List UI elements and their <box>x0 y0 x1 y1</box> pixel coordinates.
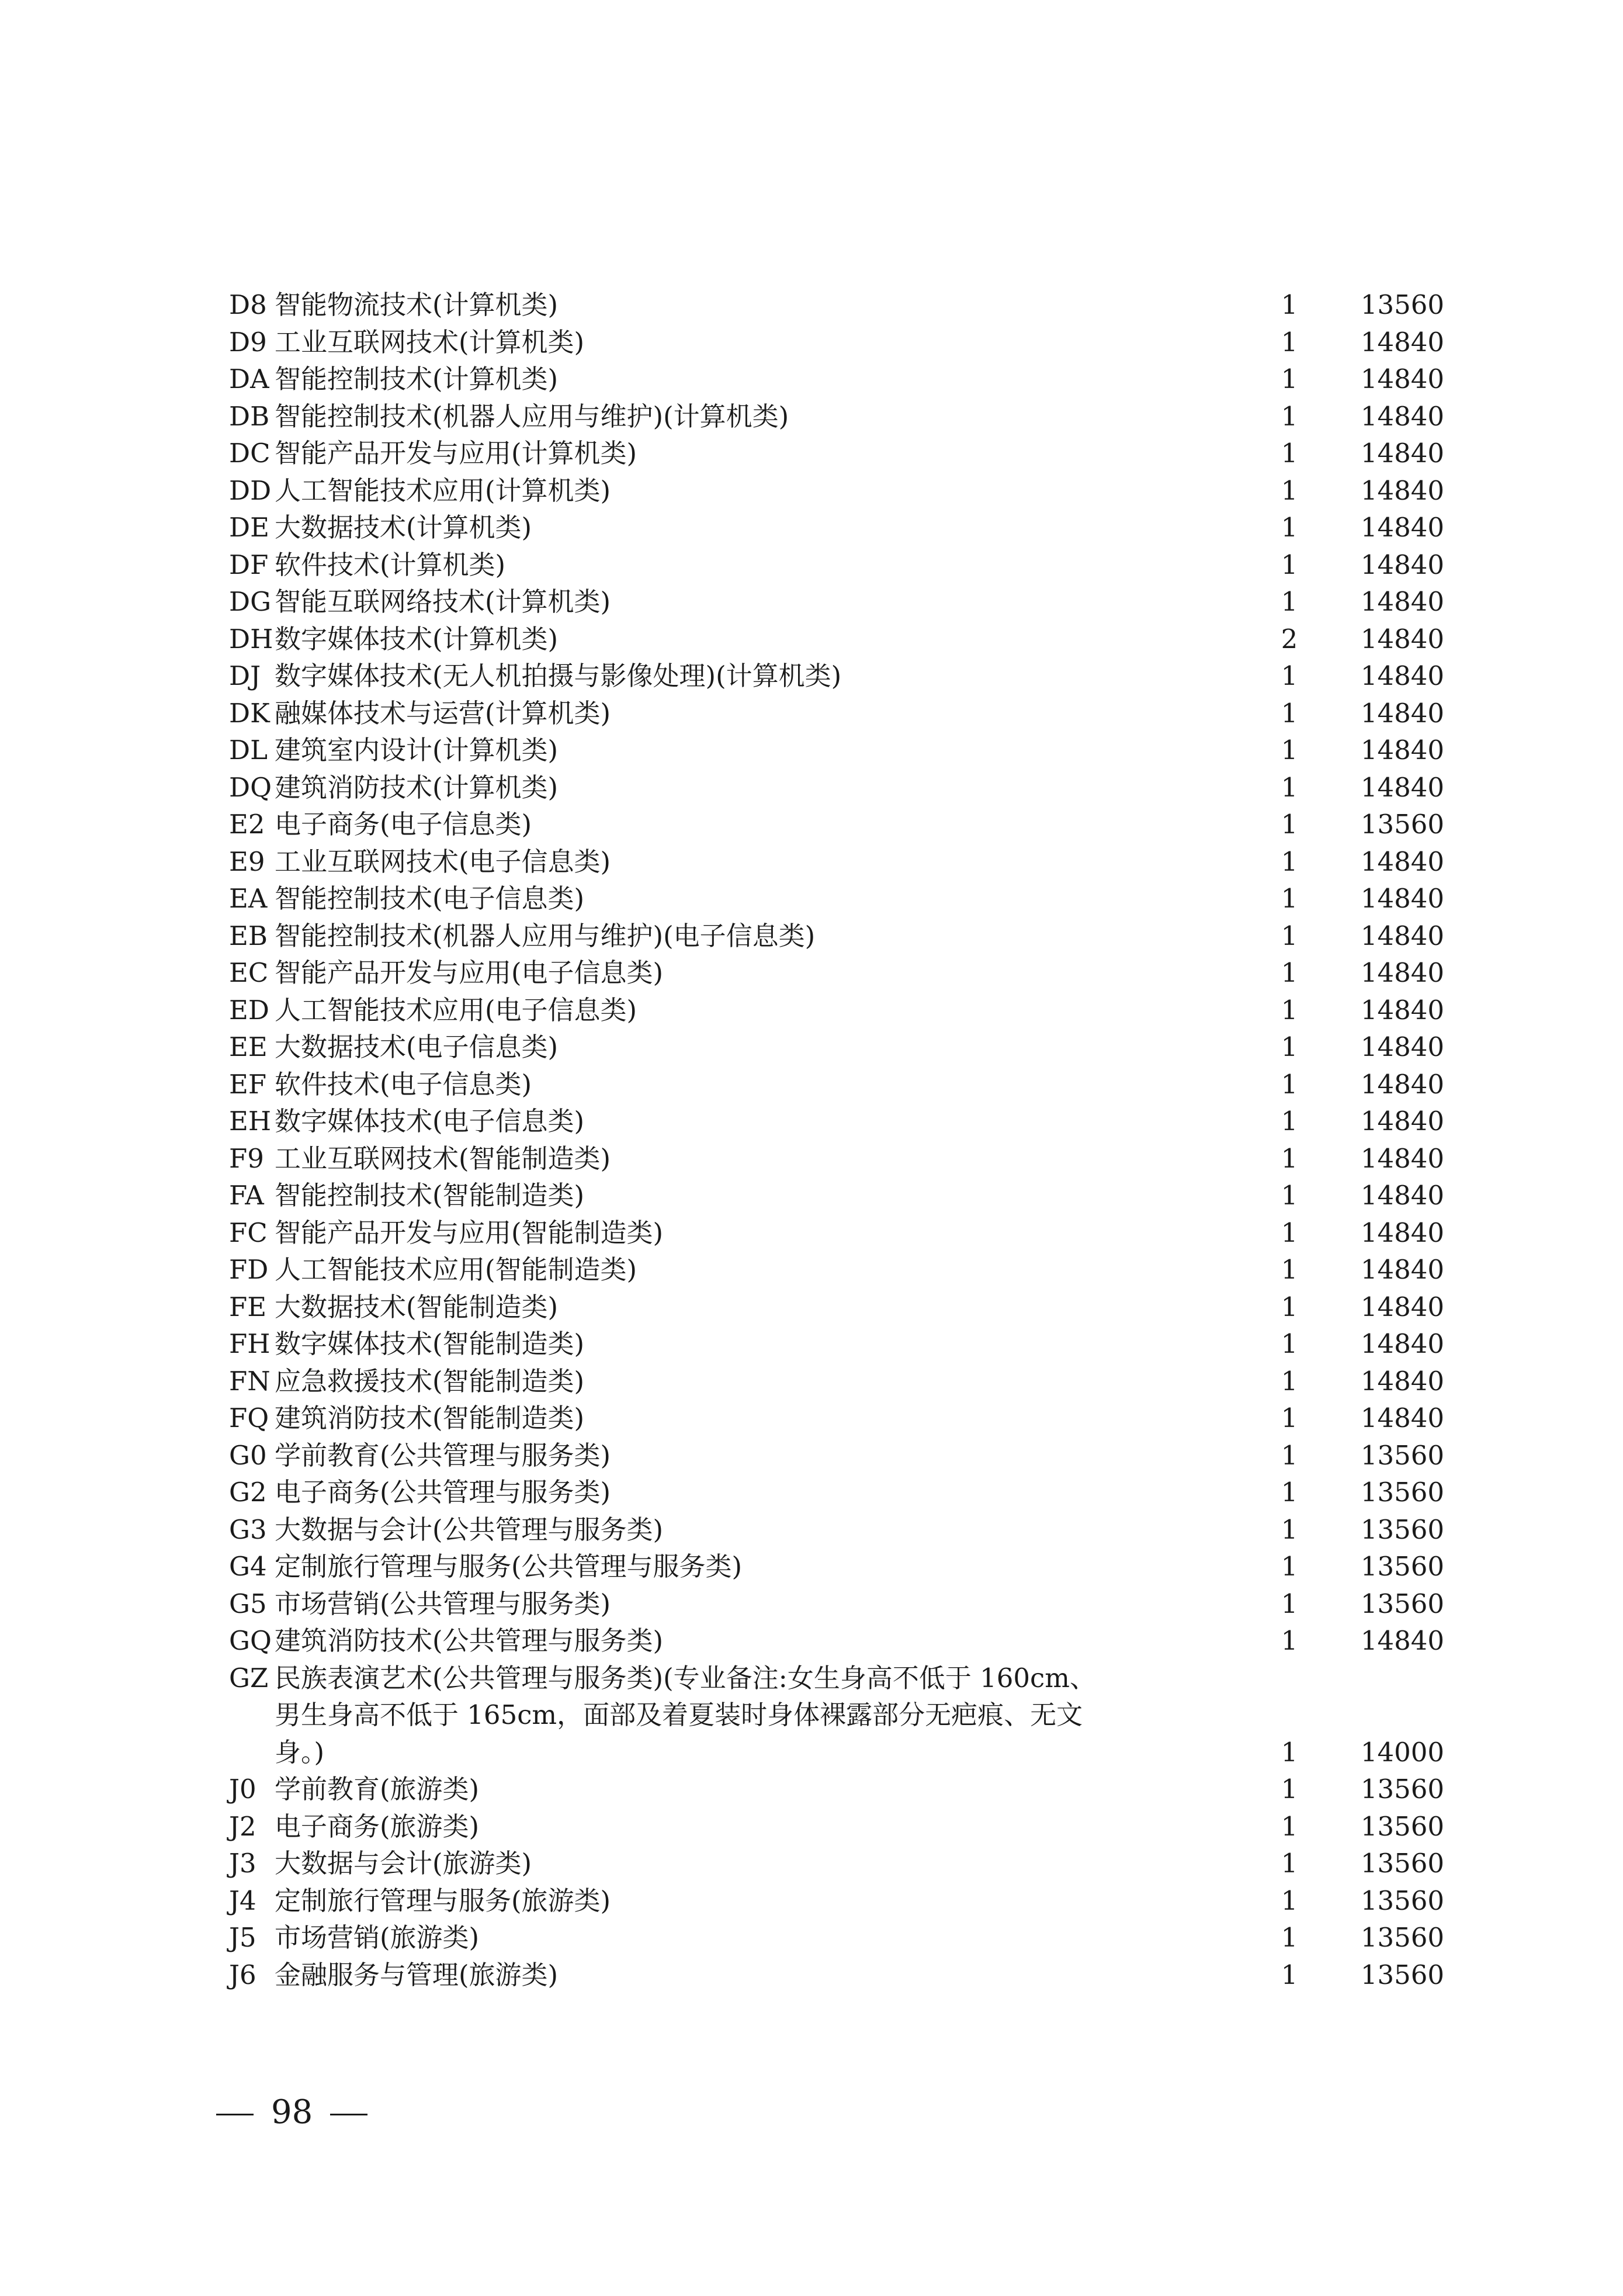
program-name: 智能控制技术(电子信息类) <box>275 883 585 914</box>
program-code: DA <box>229 363 269 394</box>
plan-count: 1 <box>1281 1068 1298 1100</box>
tuition-fee: 13560 <box>1360 1588 1444 1619</box>
list-item <box>229 472 1444 510</box>
list-item <box>229 1808 1444 1845</box>
program-code: DJ <box>229 660 261 691</box>
plan-count: 1 <box>1281 289 1298 320</box>
program-code: J4 <box>229 1885 256 1916</box>
tuition-fee: 13560 <box>1360 289 1444 320</box>
program-code: FN <box>229 1365 270 1397</box>
program-name: 金融服务与管理(旅游类) <box>275 1959 559 1990</box>
program-name: 人工智能技术应用(电子信息类) <box>275 994 637 1026</box>
program-name-with-note <box>275 1660 1204 1771</box>
list-item <box>229 1585 1444 1623</box>
list-item <box>229 992 1444 1029</box>
program-name: 人工智能技术应用(智能制造类) <box>275 1254 637 1285</box>
list-item <box>229 769 1444 806</box>
list-item <box>229 1511 1444 1549</box>
list-item <box>229 917 1444 955</box>
program-name: 工业互联网技术(电子信息类) <box>275 846 611 877</box>
plan-count: 1 <box>1281 438 1298 469</box>
tuition-fee: 14840 <box>1360 1625 1444 1656</box>
list-item <box>229 1622 1444 1660</box>
tuition-fee: 14840 <box>1360 883 1444 914</box>
plan-count: 1 <box>1281 1922 1298 1953</box>
tuition-fee: 14840 <box>1360 363 1444 394</box>
plan-count: 1 <box>1281 1959 1298 1990</box>
list-item <box>229 1400 1444 1437</box>
program-code: EC <box>229 957 269 988</box>
program-name: 智能控制技术(智能制造类) <box>275 1180 585 1211</box>
program-name: 建筑室内设计(计算机类) <box>275 735 559 766</box>
tuition-fee: 14840 <box>1360 920 1444 951</box>
plan-count: 1 <box>1281 735 1298 766</box>
tuition-fee: 14840 <box>1360 400 1444 432</box>
program-code: FA <box>229 1180 264 1211</box>
program-code: ED <box>229 994 269 1026</box>
plan-count: 1 <box>1281 1217 1298 1248</box>
list-item <box>229 1140 1444 1178</box>
plan-count: 1 <box>1281 326 1298 358</box>
list-item <box>229 1882 1444 1920</box>
program-code: DH <box>229 623 273 654</box>
tuition-fee: 14840 <box>1360 1365 1444 1397</box>
program-name: 人工智能技术应用(计算机类) <box>275 475 611 506</box>
tuition-fee: 14840 <box>1360 1291 1444 1322</box>
plan-count: 1 <box>1281 660 1298 691</box>
list-item <box>229 1103 1444 1140</box>
program-name: 智能产品开发与应用(智能制造类) <box>275 1217 664 1248</box>
plan-count: 1 <box>1281 1625 1298 1656</box>
program-name: 智能控制技术(计算机类) <box>275 363 559 394</box>
program-code: DQ <box>229 771 272 803</box>
plan-count: 1 <box>1281 1588 1298 1619</box>
tuition-fee: 14840 <box>1360 512 1444 543</box>
plan-count: 1 <box>1281 1439 1298 1471</box>
tuition-fee: 13560 <box>1360 809 1444 840</box>
tuition-fee: 14840 <box>1360 846 1444 877</box>
tuition-fee: 14840 <box>1360 1254 1444 1285</box>
list-item <box>229 621 1444 658</box>
tuition-fee: 13560 <box>1360 1439 1444 1471</box>
list-item <box>229 1919 1444 1956</box>
note-line-1: 民族表演艺术(公共管理与服务类)(专业备注:女生身高不低于 160cm、 <box>275 1662 1096 1694</box>
program-code: EB <box>229 920 268 951</box>
list-item <box>229 1066 1444 1103</box>
plan-count: 1 <box>1281 846 1298 877</box>
program-name: 电子商务(旅游类) <box>275 1810 480 1842</box>
list-item <box>229 1845 1444 1882</box>
plan-count: 1 <box>1281 1328 1298 1359</box>
list-item <box>229 324 1444 361</box>
program-name: 工业互联网技术(计算机类) <box>275 326 585 358</box>
program-name: 智能控制技术(机器人应用与维护)(电子信息类) <box>275 920 816 951</box>
program-name: 数字媒体技术(智能制造类) <box>275 1328 585 1359</box>
tuition-fee: 14840 <box>1360 549 1444 580</box>
plan-count: 1 <box>1281 512 1298 543</box>
tuition-fee: 14840 <box>1360 735 1444 766</box>
tuition-fee: 14840 <box>1360 1031 1444 1062</box>
plan-count: 1 <box>1281 1254 1298 1285</box>
program-name: 建筑消防技术(智能制造类) <box>275 1402 585 1433</box>
program-code: GZ <box>229 1662 269 1694</box>
program-code: EA <box>229 883 268 914</box>
plan-count: 2 <box>1281 623 1298 654</box>
program-code: G3 <box>229 1514 267 1545</box>
tuition-fee: 14840 <box>1360 994 1444 1026</box>
tuition-fee: 14000 <box>1360 1736 1444 1768</box>
list-item <box>229 583 1444 621</box>
note-line-2: 男生身高不低于 165cm，面部及着夏装时身体裸露部分无疤痕、无文 <box>275 1699 1083 1730</box>
page-number: 98 <box>271 2093 313 2131</box>
plan-count: 1 <box>1281 809 1298 840</box>
program-code: FE <box>229 1291 267 1322</box>
plan-count: 1 <box>1281 1142 1298 1174</box>
program-code: DE <box>229 512 269 543</box>
plan-count: 1 <box>1281 1031 1298 1062</box>
program-name: 定制旅行管理与服务(公共管理与服务类) <box>275 1551 743 1582</box>
program-code: J5 <box>229 1922 256 1953</box>
plan-count: 1 <box>1281 1774 1298 1805</box>
program-name: 大数据与会计(公共管理与服务类) <box>275 1514 664 1545</box>
program-code: FC <box>229 1217 268 1248</box>
plan-count: 1 <box>1281 920 1298 951</box>
program-name: 学前教育(公共管理与服务类) <box>275 1439 611 1471</box>
list-item <box>229 954 1444 992</box>
list-item <box>229 1177 1444 1214</box>
list-item <box>229 1251 1444 1289</box>
plan-count: 1 <box>1281 1885 1298 1916</box>
tuition-fee: 14840 <box>1360 1068 1444 1100</box>
plan-count: 1 <box>1281 1848 1298 1879</box>
tuition-fee: 14840 <box>1360 326 1444 358</box>
program-name: 建筑消防技术(计算机类) <box>275 771 559 803</box>
tuition-fee: 13560 <box>1360 1848 1444 1879</box>
plan-count: 1 <box>1281 1106 1298 1137</box>
plan-count: 1 <box>1281 1180 1298 1211</box>
tuition-fee: 14840 <box>1360 586 1444 617</box>
program-code: DC <box>229 438 270 469</box>
list-item <box>229 361 1444 398</box>
list-item <box>229 843 1444 881</box>
program-code: DG <box>229 586 272 617</box>
program-name: 大数据与会计(旅游类) <box>275 1848 532 1879</box>
program-code: F9 <box>229 1142 264 1174</box>
program-code: FH <box>229 1328 270 1359</box>
program-code: D8 <box>229 289 267 320</box>
plan-count: 1 <box>1281 1477 1298 1508</box>
list-item <box>229 695 1444 732</box>
program-name: 数字媒体技术(无人机拍摄与影像处理)(计算机类) <box>275 660 842 691</box>
tuition-fee: 14840 <box>1360 957 1444 988</box>
program-name: 智能控制技术(机器人应用与维护)(计算机类) <box>275 400 789 432</box>
plan-count: 1 <box>1281 363 1298 394</box>
program-code: G0 <box>229 1439 267 1471</box>
program-name: 建筑消防技术(公共管理与服务类) <box>275 1625 664 1656</box>
list-item <box>229 435 1444 472</box>
plan-count: 1 <box>1281 1551 1298 1582</box>
program-code: G5 <box>229 1588 267 1619</box>
tuition-fee: 14840 <box>1360 1402 1444 1433</box>
tuition-fee: 13560 <box>1360 1922 1444 1953</box>
program-code: E9 <box>229 846 265 877</box>
plan-count: 1 <box>1281 771 1298 803</box>
tuition-fee: 13560 <box>1360 1514 1444 1545</box>
tuition-fee: 14840 <box>1360 1328 1444 1359</box>
list-item-with-note <box>229 1660 1444 1771</box>
list-item <box>229 1956 1444 1994</box>
list-item <box>229 1214 1444 1252</box>
program-name: 大数据技术(计算机类) <box>275 512 532 543</box>
program-name: 工业互联网技术(智能制造类) <box>275 1142 611 1174</box>
tuition-fee: 13560 <box>1360 1774 1444 1805</box>
list-item <box>229 1325 1444 1363</box>
list-item <box>229 1289 1444 1326</box>
tuition-fee: 13560 <box>1360 1477 1444 1508</box>
program-name: 定制旅行管理与服务(旅游类) <box>275 1885 611 1916</box>
program-code: J2 <box>229 1810 256 1842</box>
program-code: DB <box>229 400 270 432</box>
program-code: J3 <box>229 1848 256 1879</box>
plan-count: 1 <box>1281 994 1298 1026</box>
tuition-fee: 14840 <box>1360 1142 1444 1174</box>
plan-count: 1 <box>1281 697 1298 729</box>
program-code: J0 <box>229 1774 256 1805</box>
program-name: 智能产品开发与应用(电子信息类) <box>275 957 664 988</box>
tuition-fee: 14840 <box>1360 1180 1444 1211</box>
list-item <box>229 509 1444 546</box>
tuition-fee: 14840 <box>1360 697 1444 729</box>
tuition-fee: 14840 <box>1360 771 1444 803</box>
list-item <box>229 1548 1444 1585</box>
program-code: DL <box>229 735 268 766</box>
list-item <box>229 1771 1444 1808</box>
program-code: DF <box>229 549 269 580</box>
program-name: 智能产品开发与应用(计算机类) <box>275 438 637 469</box>
footer-dash-left <box>216 2114 254 2115</box>
plan-count: 1 <box>1281 475 1298 506</box>
list-item <box>229 1363 1444 1400</box>
list-item <box>229 806 1444 843</box>
list-item <box>229 880 1444 917</box>
program-code: FD <box>229 1254 269 1285</box>
program-name: 电子商务(电子信息类) <box>275 809 532 840</box>
program-name: 智能物流技术(计算机类) <box>275 289 559 320</box>
list-item <box>229 546 1444 584</box>
plan-count: 1 <box>1281 1514 1298 1545</box>
program-name: 应急救援技术(智能制造类) <box>275 1365 585 1397</box>
list-item <box>229 286 1444 324</box>
plan-count: 1 <box>1281 1736 1298 1768</box>
program-code: G2 <box>229 1477 267 1508</box>
program-code: E2 <box>229 809 265 840</box>
tuition-fee: 14840 <box>1360 1217 1444 1248</box>
program-list <box>229 286 1444 1993</box>
plan-count: 1 <box>1281 1291 1298 1322</box>
tuition-fee: 13560 <box>1360 1959 1444 1990</box>
program-name: 大数据技术(电子信息类) <box>275 1031 559 1062</box>
plan-count: 1 <box>1281 1402 1298 1433</box>
tuition-fee: 13560 <box>1360 1885 1444 1916</box>
list-item <box>229 1474 1444 1511</box>
program-name: 数字媒体技术(电子信息类) <box>275 1106 585 1137</box>
tuition-fee: 14840 <box>1360 438 1444 469</box>
footer-dash-right <box>330 2114 367 2115</box>
plan-count: 1 <box>1281 957 1298 988</box>
program-name: 大数据技术(智能制造类) <box>275 1291 559 1322</box>
tuition-fee: 13560 <box>1360 1551 1444 1582</box>
list-item <box>229 398 1444 435</box>
tuition-fee: 13560 <box>1360 1810 1444 1842</box>
note-line-3: 身。) <box>275 1736 325 1768</box>
program-name: 市场营销(公共管理与服务类) <box>275 1588 611 1619</box>
program-code: FQ <box>229 1402 269 1433</box>
plan-count: 1 <box>1281 1810 1298 1842</box>
tuition-fee: 14840 <box>1360 475 1444 506</box>
program-name: 软件技术(计算机类) <box>275 549 506 580</box>
program-name: 市场营销(旅游类) <box>275 1922 480 1953</box>
list-item <box>229 1028 1444 1066</box>
program-code: J6 <box>229 1959 256 1990</box>
program-code: D9 <box>229 326 267 358</box>
list-item <box>229 732 1444 769</box>
list-item <box>229 657 1444 695</box>
program-name: 学前教育(旅游类) <box>275 1774 480 1805</box>
program-code: G4 <box>229 1551 267 1582</box>
plan-count: 1 <box>1281 549 1298 580</box>
program-code: DK <box>229 697 270 729</box>
program-code: GQ <box>229 1625 272 1656</box>
program-code: EE <box>229 1031 268 1062</box>
program-code: DD <box>229 475 272 506</box>
program-name: 电子商务(公共管理与服务类) <box>275 1477 611 1508</box>
plan-count: 1 <box>1281 586 1298 617</box>
plan-count: 1 <box>1281 1365 1298 1397</box>
list-item <box>229 1437 1444 1474</box>
page-footer <box>216 2092 367 2133</box>
plan-count: 1 <box>1281 400 1298 432</box>
program-name: 数字媒体技术(计算机类) <box>275 623 559 654</box>
tuition-fee: 14840 <box>1360 1106 1444 1137</box>
program-name: 智能互联网络技术(计算机类) <box>275 586 611 617</box>
program-code: EH <box>229 1106 272 1137</box>
tuition-fee: 14840 <box>1360 660 1444 691</box>
program-name: 软件技术(电子信息类) <box>275 1068 532 1100</box>
program-code: EF <box>229 1068 267 1100</box>
tuition-fee: 14840 <box>1360 623 1444 654</box>
plan-count: 1 <box>1281 883 1298 914</box>
program-name: 融媒体技术与运营(计算机类) <box>275 697 611 729</box>
